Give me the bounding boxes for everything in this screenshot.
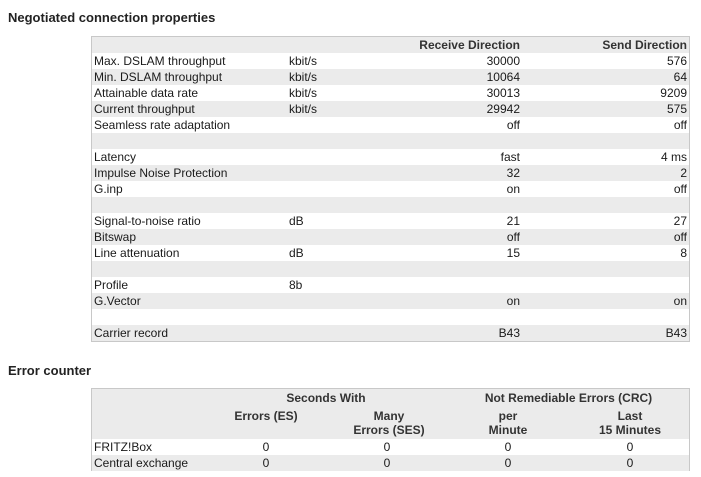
send-value: 576 xyxy=(666,54,687,68)
header-send-direction: Send Direction xyxy=(602,38,687,52)
table-row xyxy=(92,69,689,85)
property-unit: dB xyxy=(289,246,304,260)
property-label: G.Vector xyxy=(94,294,141,308)
receive-value: 10064 xyxy=(486,70,520,84)
table-row xyxy=(92,101,689,117)
table-row xyxy=(92,165,689,181)
property-unit: kbit/s xyxy=(289,86,318,100)
property-unit: 8b xyxy=(289,278,303,292)
table-row xyxy=(92,245,689,261)
send-value: B43 xyxy=(665,326,687,340)
row-label: Central exchange xyxy=(94,456,189,470)
spacer-row xyxy=(92,133,689,149)
send-value: off xyxy=(673,230,687,244)
property-label: Impulse Noise Protection xyxy=(94,166,228,180)
spacer-row xyxy=(92,261,689,277)
property-label: Min. DSLAM throughput xyxy=(94,70,223,84)
value-es: 0 xyxy=(262,440,270,454)
property-label: Seamless rate adaptation xyxy=(94,118,231,132)
spacer-row xyxy=(92,309,689,325)
receive-value: off xyxy=(506,230,520,244)
table-row-fritzbox xyxy=(92,439,689,455)
negotiated-properties-table xyxy=(91,36,690,342)
group-header-crc-errors: Not Remediable Errors (CRC) xyxy=(484,391,653,405)
error-counter-table xyxy=(91,388,690,471)
receive-value: 30013 xyxy=(486,86,520,100)
receive-value: 30000 xyxy=(486,54,520,68)
table-row xyxy=(92,85,689,101)
property-label: Signal-to-noise ratio xyxy=(94,214,201,228)
header-per-minute-line-1: per xyxy=(498,409,518,423)
header-ses-line-2: Errors (SES) xyxy=(353,423,425,437)
table-row xyxy=(92,213,689,229)
receive-value: 21 xyxy=(506,214,520,228)
receive-value: 15 xyxy=(506,246,520,260)
receive-value: 29942 xyxy=(486,102,520,116)
send-value: 2 xyxy=(680,166,687,180)
table-row xyxy=(92,149,689,165)
property-label: Current throughput xyxy=(94,102,195,116)
section-title-negotiated: Negotiated connection properties xyxy=(8,10,216,25)
table-row xyxy=(92,117,689,133)
send-value: 8 xyxy=(680,246,687,260)
header-errors-es xyxy=(226,409,306,423)
section-title-error-counter: Error counter xyxy=(8,363,92,378)
table-row xyxy=(92,53,689,69)
send-value: off xyxy=(673,118,687,132)
table-row-central-exchange xyxy=(92,455,689,471)
table-header-row xyxy=(92,37,689,53)
receive-value: off xyxy=(506,118,520,132)
property-label: Line attenuation xyxy=(94,246,180,260)
table-row xyxy=(92,325,689,341)
property-label: Carrier record xyxy=(94,326,169,340)
value-last-15: 0 xyxy=(626,456,634,470)
receive-value: on xyxy=(506,294,520,308)
group-header-seconds-with: Seconds With xyxy=(286,391,366,405)
value-es: 0 xyxy=(262,456,270,470)
send-value: 575 xyxy=(666,102,687,116)
value-ses: 0 xyxy=(383,440,391,454)
header-receive-direction: Receive Direction xyxy=(419,38,520,52)
send-value: 64 xyxy=(673,70,687,84)
header-last-15-minutes xyxy=(585,409,675,437)
property-unit: kbit/s xyxy=(289,54,318,68)
property-label: Max. DSLAM throughput xyxy=(94,54,226,68)
property-label: G.inp xyxy=(94,182,123,196)
table-row xyxy=(92,277,689,293)
send-value: 4 ms xyxy=(660,150,687,164)
table-row xyxy=(92,229,689,245)
property-label: Attainable data rate xyxy=(94,86,199,100)
spacer-row xyxy=(92,197,689,213)
header-many-errors-ses xyxy=(344,409,434,437)
receive-value: fast xyxy=(500,150,520,164)
error-table-header xyxy=(92,389,689,439)
send-value: 27 xyxy=(673,214,687,228)
table-row xyxy=(92,293,689,309)
property-label: Profile xyxy=(94,278,129,292)
header-last-15-line-2: 15 Minutes xyxy=(598,423,661,437)
value-last-15: 0 xyxy=(626,440,634,454)
send-value: 9209 xyxy=(660,86,687,100)
property-unit: kbit/s xyxy=(289,102,318,116)
property-label: Latency xyxy=(94,150,137,164)
receive-value: 32 xyxy=(506,166,520,180)
value-per-minute: 0 xyxy=(504,440,512,454)
header-last-15-line-1: Last xyxy=(617,409,643,423)
header-per-minute-line-2: Minute xyxy=(488,423,528,437)
value-ses: 0 xyxy=(383,456,391,470)
value-per-minute: 0 xyxy=(504,456,512,470)
property-unit: dB xyxy=(289,214,304,228)
property-unit: kbit/s xyxy=(289,70,318,84)
header-errors-es-line: Errors (ES) xyxy=(234,409,298,423)
table-row xyxy=(92,181,689,197)
receive-value: on xyxy=(506,182,520,196)
header-per-minute xyxy=(468,409,548,437)
receive-value: B43 xyxy=(498,326,520,340)
row-label: FRITZ!Box xyxy=(94,440,153,454)
header-ses-line-1: Many xyxy=(373,409,405,423)
send-value: off xyxy=(673,182,687,196)
property-label: Bitswap xyxy=(94,230,137,244)
send-value: on xyxy=(673,294,687,308)
